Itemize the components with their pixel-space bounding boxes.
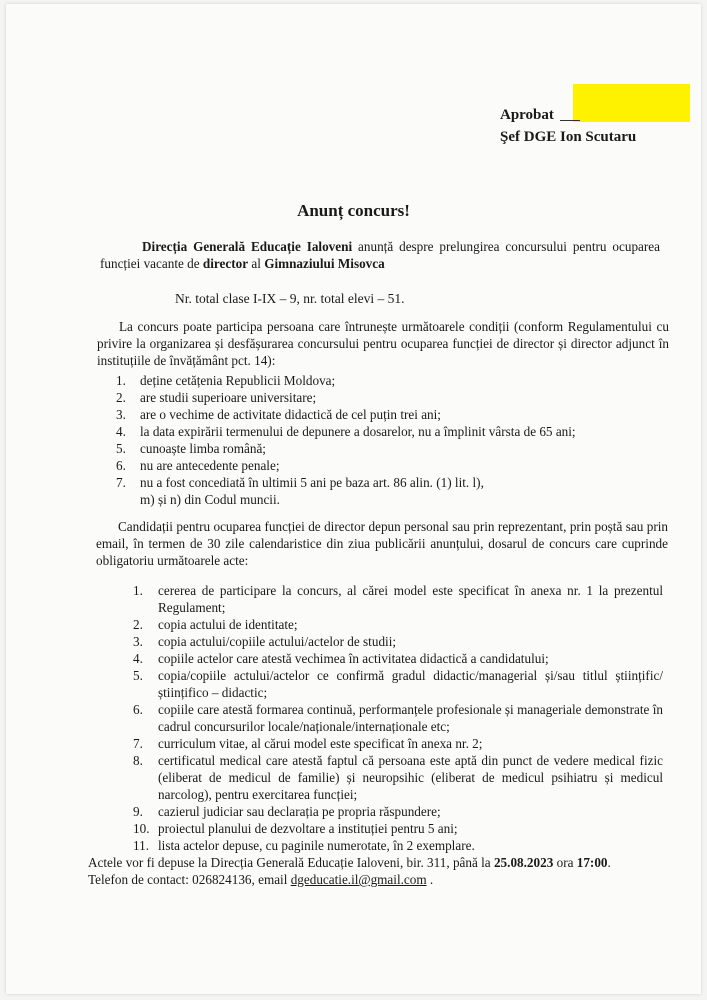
list-item: 1. deține cetățenia Republicii Moldova; <box>116 373 336 388</box>
school-stats: Nr. total clase I-IX – 9, nr. total elevi – 51. <box>175 291 405 306</box>
intro-paragraph: Direcția Generală Educație Ialoveni anunță despre prelungirea concursului pentru ocuparea funcției vacante de director al Gimnaziului Misovca <box>100 239 660 271</box>
email-link[interactable]: dgeducatie.il@gmail.com <box>290 872 427 887</box>
list-item: 11. lista actelor depuse, cu paginile numerotate, în 2 exemplare. <box>133 838 475 853</box>
list-item: 3. copia actului/copiile actului/actelor de studii; <box>133 634 397 649</box>
school-name: Gimnaziului Misovca <box>264 256 385 271</box>
org-name: Direcția Generală Educație Ialoveni <box>142 239 353 254</box>
list-item: 5. cunoaște limba română; <box>116 441 266 456</box>
list-item: 9. cazierul judiciar sau declarația pe propria răspundere; <box>133 804 441 819</box>
list-item: 4. copiile actelor care atestă vechimea în activitatea didactică a candidatului; <box>133 651 549 666</box>
submission-footer <box>88 854 663 888</box>
list-item: 8. certificatul medical care atestă faptul că persoana este aptă din punct de vedere medical fizic (eliberat de medicul de familie) și neuropsihic (eliberat de medicul psihiatru și medicul narcolog), pentru exercitarea funcției; <box>133 753 663 802</box>
list-item: 7. curriculum vitae, al cărui model este specificat în anexa nr. 2; <box>133 736 483 751</box>
documents-list <box>133 582 663 854</box>
list-item: 6. nu are antecedente penale; <box>116 458 280 473</box>
candidates-intro: Candidații pentru ocuparea funcției de director depun personal sau prin reprezentant, prin poștă sau prin email, în termen de 30 zile calendaristice din ziua publicării anunțului, dosarul de concurs care cuprinde obligatoriu următoarele acte: <box>96 519 668 568</box>
list-item: 10. proiectul planului de dezvoltare a instituției pentru 5 ani; <box>133 821 458 836</box>
conditions-list <box>116 372 656 508</box>
approval-signatory: Şef DGE Ion Scutaru <box>500 129 637 145</box>
conditions-intro: La concurs poate participa persoana care întrunește următoarele condiții (conform Regulamentului cu privire la organizarea și desfășurarea concursului pentru ocuparea funcției de director și director adjunct în instituțiile de învățământ pct. 14): <box>97 319 669 368</box>
position-name: director <box>202 256 249 271</box>
approval-label: Aprobat <box>500 107 554 123</box>
deadline-line: Actele vor fi depuse la Direcția Generală Educație Ialoveni, bir. 311, până la 25.08.2023 ora 17:00. <box>88 855 611 870</box>
list-item: 7. nu a fost concediată în ultimii 5 ani pe baza art. 86 alin. (1) lit. l), m) și n) din Codul muncii. <box>116 475 484 507</box>
contact-line: Telefon de contact: 026824136, email dgeducatie.il@gmail.com . <box>88 872 434 887</box>
list-item: 2. copia actului de identitate; <box>133 617 298 632</box>
list-item: 3. are o vechime de activitate didactică de cel puțin trei ani; <box>116 407 441 422</box>
list-item: 5. copia/copiile actului/actelor ce confirmă gradul didactic/managerial și/sau titlul științific/științifico – didactic; <box>133 668 663 700</box>
deadline-date: 25.08.2023 <box>493 855 554 870</box>
deadline-time: 17:00 <box>576 855 608 870</box>
approval-block <box>500 104 636 148</box>
page-title: Anunț concurs! <box>297 201 410 220</box>
list-item: 6. copiile care atestă formarea continuă, performanțele profesionale și manageriale demonstrate în cadrul concursurilor locale/naționale/internaționale etc; <box>133 702 663 734</box>
list-item: 2. are studii superioare universitare; <box>116 390 317 405</box>
signature-line <box>560 119 580 121</box>
list-item: 4. la data expirării termenului de depunere a dosarelor, nu a împlinit vârsta de 65 ani; <box>116 424 576 439</box>
list-item: 1. cererea de participare la concurs, al cărei model este specificat în anexa nr. 1 la prezentul Regulament; <box>133 583 663 615</box>
